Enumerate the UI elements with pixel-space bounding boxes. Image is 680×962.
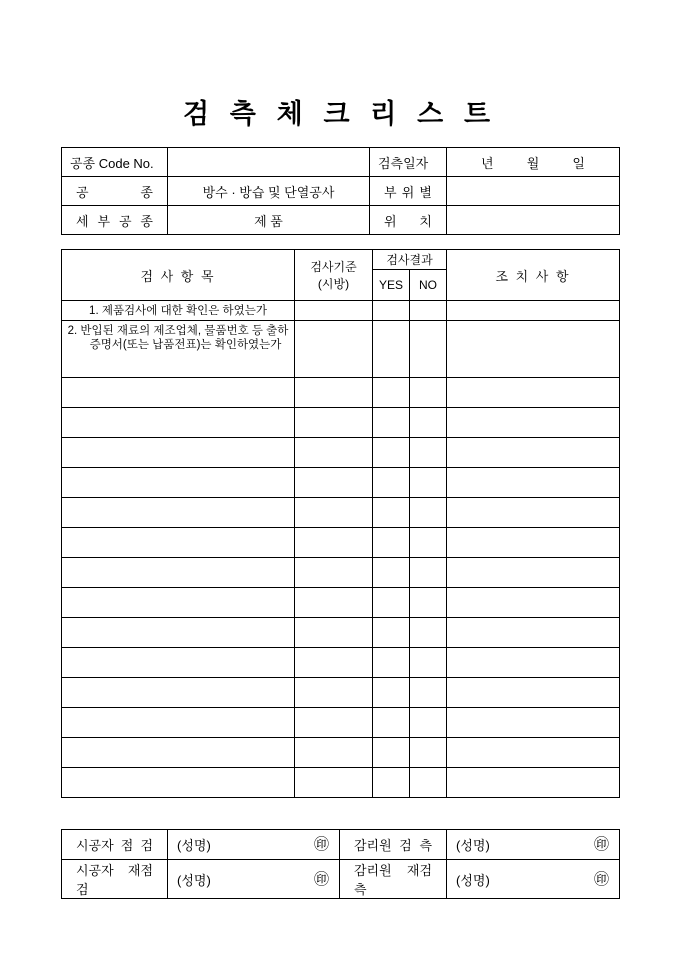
info-value-inspection-date: 년 월 일 [447, 148, 620, 177]
empty-cell [295, 408, 373, 438]
checklist-item-text: 1. 제품검사에 대한 확인은 하였는가 [62, 301, 295, 321]
empty-cell [62, 408, 295, 438]
empty-cell [295, 378, 373, 408]
empty-cell [62, 648, 295, 678]
empty-cell [373, 468, 410, 498]
empty-cell [295, 588, 373, 618]
empty-cell [62, 618, 295, 648]
empty-cell [410, 768, 447, 798]
empty-cell [295, 468, 373, 498]
empty-cell [295, 528, 373, 558]
checklist-empty-row [62, 528, 620, 558]
empty-cell [447, 558, 620, 588]
empty-cell [373, 438, 410, 468]
empty-cell [62, 738, 295, 768]
checklist-table [61, 249, 620, 798]
empty-cell [373, 498, 410, 528]
empty-cell [62, 498, 295, 528]
info-row-work-type [62, 177, 620, 206]
seal-icon: ㊞ [313, 870, 329, 888]
empty-cell [447, 438, 620, 468]
empty-cell [447, 588, 620, 618]
empty-cell [447, 708, 620, 738]
empty-cell [373, 768, 410, 798]
empty-cell [447, 678, 620, 708]
contractor-recheck-name-cell [168, 860, 340, 899]
empty-cell [447, 618, 620, 648]
empty-cell [295, 648, 373, 678]
info-value-sub-work: 제 품 [168, 206, 370, 235]
action-cell [447, 321, 620, 378]
checklist-empty-row [62, 678, 620, 708]
checklist-header-row-1 [62, 250, 620, 270]
empty-cell [410, 498, 447, 528]
checklist-empty-row [62, 558, 620, 588]
empty-cell [62, 438, 295, 468]
empty-cell [295, 498, 373, 528]
supervisor-check-label: 감리원 검 측 [340, 830, 447, 860]
col-header-inspection-item: 검 사 항 목 [62, 250, 295, 301]
page-title: 검 측 체 크 리 스 트 [182, 99, 498, 129]
empty-cell [62, 768, 295, 798]
checklist-item-row [62, 321, 620, 378]
yes-cell [373, 321, 410, 378]
checklist-empty-row [62, 768, 620, 798]
empty-cell [447, 768, 620, 798]
checklist-empty-row [62, 408, 620, 438]
info-label-inspection-date: 검측일자 [370, 148, 447, 177]
info-row-code [62, 148, 620, 177]
empty-cell [410, 678, 447, 708]
checklist-empty-row [62, 648, 620, 678]
col-header-criteria-line1: 검사기준 [310, 260, 357, 274]
checklist-empty-row [62, 738, 620, 768]
name-label: (성명) [177, 872, 211, 888]
info-value-location-type [447, 177, 620, 206]
col-header-criteria-line2: (시방) [317, 277, 350, 291]
empty-cell [62, 678, 295, 708]
checklist-empty-row [62, 468, 620, 498]
checklist-empty-row [62, 588, 620, 618]
empty-cell [447, 648, 620, 678]
empty-cell [373, 588, 410, 618]
seal-icon: ㊞ [593, 870, 609, 888]
name-label: (성명) [456, 872, 490, 888]
empty-cell [295, 708, 373, 738]
checklist-item-row [62, 301, 620, 321]
empty-cell [410, 438, 447, 468]
col-header-yes: YES [373, 270, 410, 301]
info-label-position: 위 치 [370, 206, 447, 235]
contractor-check-label: 시공자 점 검 [62, 830, 168, 860]
empty-cell [62, 588, 295, 618]
no-cell [410, 321, 447, 378]
empty-cell [62, 528, 295, 558]
checklist-empty-row [62, 618, 620, 648]
checklist-empty-row [62, 438, 620, 468]
empty-cell [410, 408, 447, 438]
checklist-item-text: 2. 반입된 재료의 제조업체, 물품번호 등 출하증명서(또는 납품전표)는 확인하였는가 [62, 321, 295, 378]
empty-cell [295, 738, 373, 768]
no-cell [410, 301, 447, 321]
empty-cell [373, 738, 410, 768]
empty-cell [62, 708, 295, 738]
checklist-empty-row [62, 708, 620, 738]
empty-cell [410, 708, 447, 738]
empty-cell [62, 558, 295, 588]
col-header-criteria [295, 250, 373, 301]
name-label: (성명) [177, 838, 211, 853]
checklist-empty-rows [62, 378, 620, 798]
empty-cell [410, 528, 447, 558]
criteria-cell [295, 321, 373, 378]
signature-row-recheck [62, 860, 620, 899]
empty-cell [62, 378, 295, 408]
checklist-empty-row [62, 498, 620, 528]
info-row-sub-work [62, 206, 620, 235]
empty-cell [373, 378, 410, 408]
name-label: (성명) [456, 838, 490, 853]
signature-table [61, 829, 620, 899]
col-header-result: 검사결과 [373, 250, 447, 270]
empty-cell [410, 468, 447, 498]
empty-cell [373, 708, 410, 738]
info-label-code-no: 공종 Code No. [62, 148, 168, 177]
empty-cell [373, 618, 410, 648]
info-label-location-type: 부 위 별 [370, 177, 447, 206]
empty-cell [373, 408, 410, 438]
col-header-action: 조 치 사 항 [447, 250, 620, 301]
signature-row-check [62, 830, 620, 860]
criteria-cell [295, 301, 373, 321]
empty-cell [373, 678, 410, 708]
info-table [61, 147, 620, 235]
empty-cell [410, 588, 447, 618]
seal-icon: ㊞ [313, 836, 329, 853]
supervisor-recheck-name-cell [447, 860, 620, 899]
empty-cell [373, 528, 410, 558]
empty-cell [62, 468, 295, 498]
empty-cell [295, 768, 373, 798]
empty-cell [447, 738, 620, 768]
empty-cell [295, 438, 373, 468]
empty-cell [373, 648, 410, 678]
col-header-no: NO [410, 270, 447, 301]
empty-cell [410, 738, 447, 768]
contractor-check-name-cell [168, 830, 340, 860]
empty-cell [295, 558, 373, 588]
empty-cell [410, 558, 447, 588]
empty-cell [295, 618, 373, 648]
empty-cell [410, 378, 447, 408]
info-label-sub-work: 세 부 공 종 [62, 206, 168, 235]
empty-cell [410, 618, 447, 648]
empty-cell [447, 528, 620, 558]
supervisor-check-name-cell [447, 830, 620, 860]
checklist-empty-row [62, 378, 620, 408]
empty-cell [447, 408, 620, 438]
contractor-recheck-label: 시공자 재점검 [62, 860, 168, 899]
empty-cell [410, 648, 447, 678]
info-value-work-type: 방수 · 방습 및 단열공사 [168, 177, 370, 206]
empty-cell [373, 558, 410, 588]
empty-cell [295, 678, 373, 708]
info-value-code-no [168, 148, 370, 177]
supervisor-recheck-label: 감리원 재검측 [340, 860, 447, 899]
info-value-position [447, 206, 620, 235]
action-cell [447, 301, 620, 321]
info-label-work-type: 공 종 [62, 177, 168, 206]
yes-cell [373, 301, 410, 321]
seal-icon: ㊞ [593, 836, 609, 853]
empty-cell [447, 468, 620, 498]
empty-cell [447, 378, 620, 408]
empty-cell [447, 498, 620, 528]
